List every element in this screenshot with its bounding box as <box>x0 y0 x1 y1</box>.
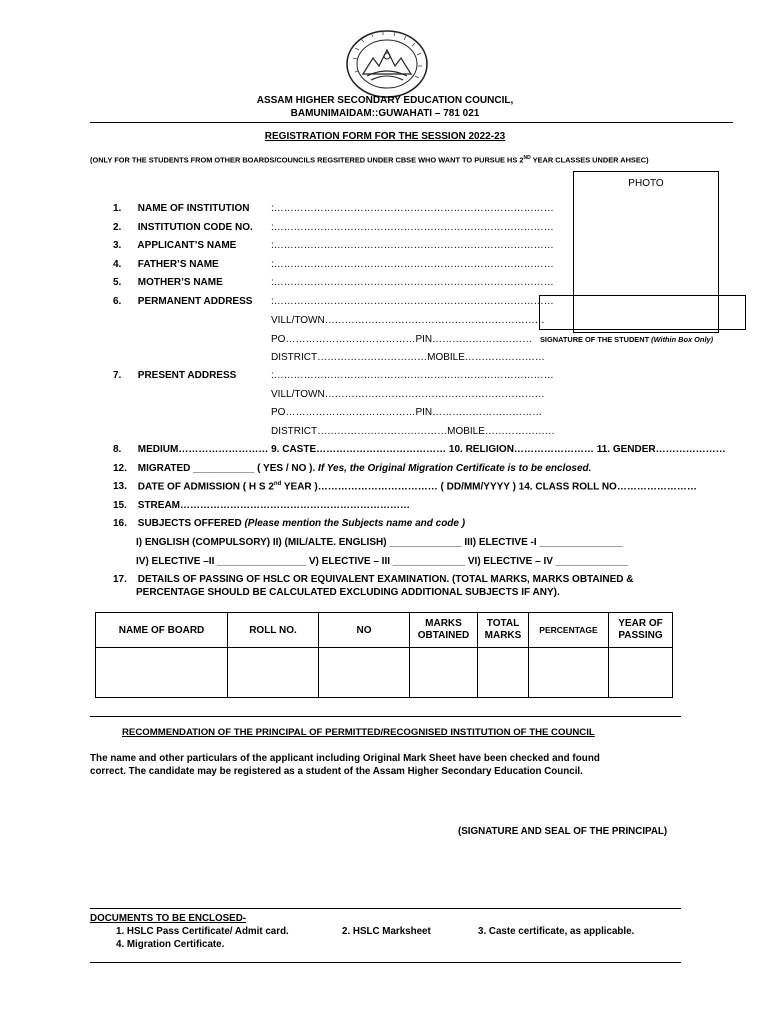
field-8-num: 8. <box>113 444 122 455</box>
cell-year-of-passing[interactable] <box>609 648 673 698</box>
field-3-num: 3. <box>113 240 122 251</box>
cell-marks-obtained[interactable] <box>410 648 478 698</box>
field-5-label: MOTHER’S NAME <box>137 277 223 288</box>
field-3-label: APPLICANT’S NAME <box>137 240 237 251</box>
field-1-label: NAME OF INSTITUTION <box>137 203 250 214</box>
form-title: REGISTRATION FORM FOR THE SESSION 2022-23 <box>264 131 506 142</box>
field-8-text: MEDIUM……………………… 9. CASTE………………………………… 10. RELIGION…………………… 11. GENDER………………… <box>137 444 726 455</box>
cell-roll-no[interactable] <box>228 648 319 698</box>
field-6-input[interactable]: :………………………………………………………………………… <box>271 296 554 307</box>
document-item-2: 2. HSLC Marksheet <box>342 926 431 937</box>
field-17-line1: DETAILS OF PASSING OF HSLC OR EQUIVALENT EXAMINATION. (TOTAL MARKS, MARKS OBTAINED & <box>137 574 634 585</box>
field-7-vill-input[interactable]: VILL/TOWN………………………………………………………… <box>271 389 545 400</box>
field-5-input[interactable]: :………………………………………………………………………… <box>271 277 554 288</box>
field-16-text: SUBJECTS OFFERED <box>137 518 245 529</box>
field-6-num: 6. <box>113 296 122 307</box>
recommendation-title: RECOMMENDATION OF THE PRINCIPAL OF PERMITTED/RECOGNISED INSTITUTION OF THE COUNCIL <box>122 727 595 738</box>
field-17-line2: PERCENTAGE SHOULD BE CALCULATED EXCLUDING ADDITIONAL SUBJECTS IF ANY). <box>136 587 560 598</box>
field-16 <box>113 518 465 529</box>
field-15-num: 15. <box>113 500 127 511</box>
field-16-subjects-line2[interactable]: IV) ELECTIVE –II ________________ V) ELECTIVE – III _____________ VI) ELECTIVE – IV _____________ <box>136 556 628 567</box>
marks-table-header-row <box>96 613 673 648</box>
field-2-input[interactable]: :………………………………………………………………………… <box>271 222 554 233</box>
field-13-text-b: YEAR )……………………………… ( DD/MM/YYYY ) 14. CLASS ROLL NO…………………… <box>281 481 697 493</box>
field-12[interactable] <box>113 463 591 474</box>
document-item-3: 3. Caste certificate, as applicable. <box>478 926 635 937</box>
field-3-input[interactable]: :………………………………………………………………………… <box>271 240 554 251</box>
cell-no[interactable] <box>319 648 410 698</box>
field-2-label: INSTITUTION CODE NO. <box>137 222 253 233</box>
field-7-input[interactable]: :………………………………………………………………………… <box>271 370 554 381</box>
eligibility-note-sup: ND <box>523 155 531 161</box>
field-17-num: 17. <box>113 574 127 585</box>
document-item-4: 4. Migration Certificate. <box>116 939 225 950</box>
eligibility-note-prefix: (ONLY FOR THE STUDENTS FROM OTHER BOARDS/COUNCILS REGSITERED UNDER CBSE WHO WANT TO PURSUE HS 2 <box>90 155 524 165</box>
photo-label: PHOTO <box>628 178 664 189</box>
field-12-note: If Yes, the Original Migration Certificate is to be enclosed. <box>318 463 592 474</box>
recommendation-divider <box>90 716 681 717</box>
signature-caption <box>540 335 713 344</box>
field-16-subjects-line1[interactable]: I) ENGLISH (COMPULSORY) II) (MIL/ALTE. ENGLISH) _____________ III) ELECTIVE -I _______________ <box>136 537 623 548</box>
document-item-1: 1. HSLC Pass Certificate/ Admit card. <box>116 926 289 937</box>
header-no: NO <box>319 613 410 648</box>
recommendation-line1: The name and other particulars of the applicant including Original Mark Sheet have been checked and found <box>90 753 600 764</box>
field-4-input[interactable]: :………………………………………………………………………… <box>271 259 554 270</box>
field-3 <box>113 240 236 251</box>
field-2-num: 2. <box>113 222 122 233</box>
field-8-11[interactable] <box>113 444 726 455</box>
field-16-note: (Please mention the Subjects name and code ) <box>244 518 466 529</box>
field-6-label: PERMANENT ADDRESS <box>137 296 253 307</box>
signature-note: (Within Box Only) <box>651 335 714 344</box>
field-15[interactable] <box>113 500 410 511</box>
cell-name-of-board[interactable] <box>96 648 228 698</box>
field-7-label: PRESENT ADDRESS <box>137 370 237 381</box>
recommendation-line2: correct. The candidate may be registered as a student of the Assam Higher Secondary Education Council. <box>90 766 583 777</box>
field-13-sup: nd <box>273 481 282 487</box>
marks-table <box>95 612 673 698</box>
field-7 <box>113 370 236 381</box>
field-13-14[interactable] <box>113 481 697 492</box>
council-name: ASSAM HIGHER SECONDARY EDUCATION COUNCIL, <box>256 95 514 106</box>
field-13-num: 13. <box>113 481 127 493</box>
field-4-num: 4. <box>113 259 122 270</box>
documents-title: DOCUMENTS TO BE ENCLOSED- <box>90 913 247 924</box>
documents-divider <box>90 908 681 909</box>
eligibility-note <box>90 155 649 164</box>
field-5-num: 5. <box>113 277 122 288</box>
council-address: BAMUNIMAIDAM::GUWAHATI – 781 021 <box>290 108 480 119</box>
field-12-text: MIGRATED ___________ ( YES / NO ). <box>137 463 319 474</box>
header-year-of-passing: YEAR OF PASSING <box>609 613 673 648</box>
field-5 <box>113 277 223 288</box>
field-1 <box>113 203 249 214</box>
footer-divider <box>90 962 681 963</box>
signature-label: SIGNATURE OF THE STUDENT <box>540 335 652 344</box>
header-roll-no: ROLL NO. <box>228 613 319 648</box>
field-6 <box>113 296 252 307</box>
header-name-of-board: NAME OF BOARD <box>96 613 228 648</box>
field-17 <box>113 574 634 585</box>
council-seal-logo <box>343 28 431 102</box>
field-7-district-mobile-input[interactable]: DISTRICT…………………………………MOBILE………………… <box>271 426 555 437</box>
principal-signature-label: (SIGNATURE AND SEAL OF THE PRINCIPAL) <box>458 826 668 837</box>
header-total-marks: TOTAL MARKS <box>478 613 529 648</box>
field-2 <box>113 222 253 233</box>
field-16-num: 16. <box>113 518 127 529</box>
eligibility-note-suffix: YEAR CLASSES UNDER AHSEC) <box>530 155 649 165</box>
field-1-num: 1. <box>113 203 122 214</box>
field-4 <box>113 259 219 270</box>
field-6-district-mobile-input[interactable]: DISTRICT……………………………MOBILE…………………… <box>271 352 545 363</box>
field-6-vill-input[interactable]: VILL/TOWN………………………………………………………… <box>271 315 545 326</box>
field-13-text-a: DATE OF ADMISSION ( H S 2 <box>137 481 274 493</box>
field-15-text: STREAM…………………………………………………………… <box>137 500 411 511</box>
field-6-po-pin-input[interactable]: PO…………………………………PIN………………………… <box>271 334 533 345</box>
field-7-po-pin-input[interactable]: PO…………………………………PIN…………………………… <box>271 407 543 418</box>
header-percentage: PERCENTAGE <box>529 613 609 648</box>
signature-box[interactable] <box>539 295 746 330</box>
cell-total-marks[interactable] <box>478 648 529 698</box>
cell-percentage[interactable] <box>529 648 609 698</box>
header-divider <box>90 122 733 123</box>
marks-table-row[interactable] <box>96 648 673 698</box>
field-1-input[interactable]: :………………………………………………………………………… <box>271 203 554 214</box>
field-7-num: 7. <box>113 370 122 381</box>
field-12-num: 12. <box>113 463 127 474</box>
field-4-label: FATHER’S NAME <box>137 259 219 270</box>
header-marks-obtained: MARKS OBTAINED <box>410 613 478 648</box>
